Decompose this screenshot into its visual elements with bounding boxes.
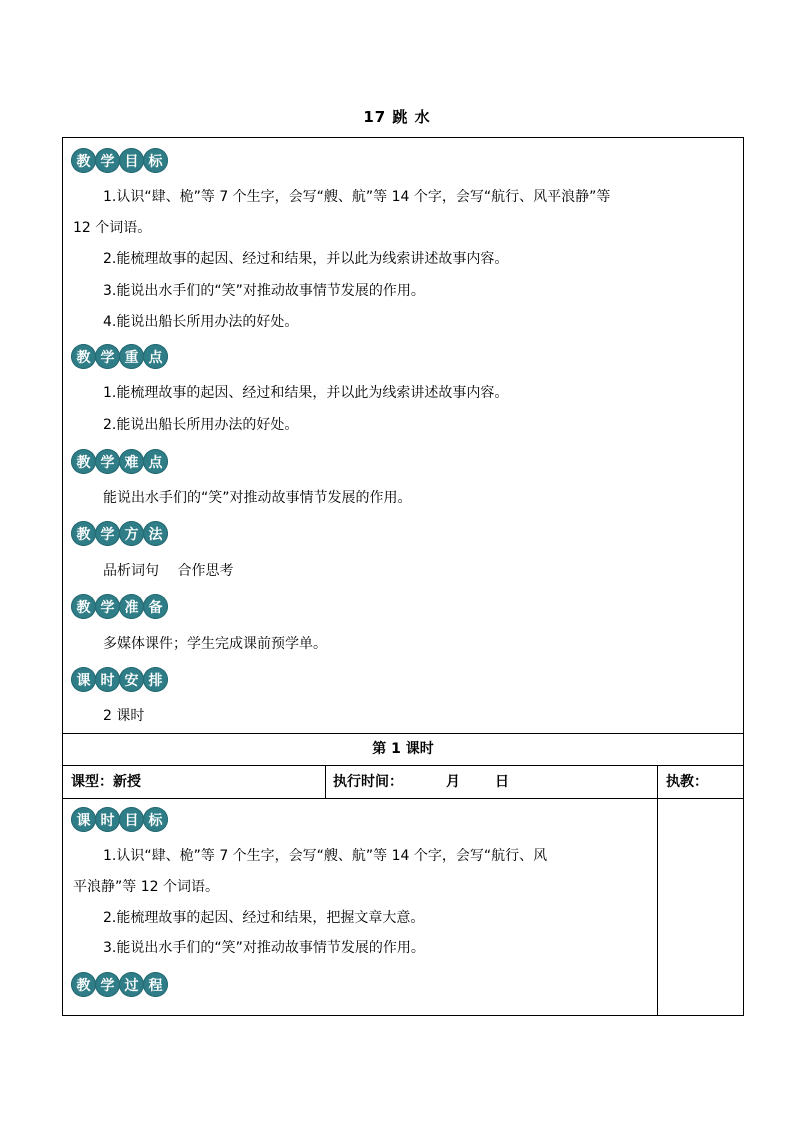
section-badge-process: [71, 972, 167, 997]
badge-char: 学: [95, 521, 120, 546]
text-line: 2.能梳理故事的起因、经过和结果，并以此为线索讲述故事内容。: [103, 251, 509, 267]
badge-char: 法: [143, 521, 168, 546]
lesson-header: 第 1 课时: [63, 734, 743, 766]
badge-char: 教: [71, 344, 96, 369]
badge-char: 学: [95, 344, 120, 369]
badge-char: 课: [71, 807, 96, 832]
text-line: 2.能梳理故事的起因、经过和结果，把握文章大意。: [103, 910, 425, 926]
badge-char: 点: [143, 344, 168, 369]
divider: [325, 766, 326, 798]
badge-char: 教: [71, 521, 96, 546]
text-line: 多媒体课件；学生完成课前预学单。: [103, 636, 327, 652]
badge-char: 时: [95, 667, 120, 692]
meta-row: [63, 766, 743, 799]
badge-char: 点: [143, 449, 168, 474]
text-line: 2 课时: [103, 708, 145, 724]
execution-time-label: 执行时间：: [333, 774, 403, 790]
lesson-type: 课型：新授: [71, 774, 141, 790]
divider: [657, 766, 658, 798]
section-badge-methods: [71, 521, 167, 546]
text-line: 3.能说出水手们的“笑”对推动故事情节发展的作用。: [103, 283, 425, 299]
text-line: 品析词句 合作思考: [103, 563, 234, 579]
badge-char: 难: [119, 449, 144, 474]
badge-char: 方: [119, 521, 144, 546]
badge-char: 备: [143, 594, 168, 619]
section-badge-schedule: [71, 667, 167, 692]
badge-char: 教: [71, 449, 96, 474]
lesson-content-cell: [63, 799, 743, 1015]
badge-char: 教: [71, 594, 96, 619]
badge-char: 目: [119, 148, 144, 173]
badge-char: 重: [119, 344, 144, 369]
badge-char: 标: [143, 148, 168, 173]
section-badge-key-points: [71, 344, 167, 369]
text-line: 1.能梳理故事的起因、经过和结果，并以此为线索讲述故事内容。: [103, 385, 509, 401]
text-line: 4.能说出船长所用办法的好处。: [103, 314, 299, 330]
day-label: 日: [495, 774, 509, 790]
badge-char: 学: [95, 972, 120, 997]
divider: [657, 799, 658, 1015]
badge-char: 时: [95, 807, 120, 832]
section-badge-preparation: [71, 594, 167, 619]
badge-char: 学: [95, 594, 120, 619]
text-line: 平浪静”等 12 个词语。: [73, 879, 219, 895]
page-title: 17 跳 水: [363, 108, 431, 126]
badge-char: 目: [119, 807, 144, 832]
text-line: 3.能说出水手们的“笑”对推动故事情节发展的作用。: [103, 940, 425, 956]
badge-char: 过: [119, 972, 144, 997]
teacher-label: 执教：: [666, 774, 708, 790]
badge-char: 安: [119, 667, 144, 692]
text-line: 2.能说出船长所用办法的好处。: [103, 417, 299, 433]
badge-char: 标: [143, 807, 168, 832]
section-badge-lesson-goals: [71, 807, 167, 832]
lesson-plan-table: [62, 137, 744, 1016]
badge-char: 学: [95, 148, 120, 173]
text-line: 1.认识“肆、桅”等 7 个生字，会写“艘、航”等 14 个字，会写“航行、风: [103, 848, 548, 864]
badge-char: 课: [71, 667, 96, 692]
badge-char: 教: [71, 148, 96, 173]
section-badge-difficulties: [71, 449, 167, 474]
text-line: 1.认识“肆、桅”等 7 个生字，会写“艘、航”等 14 个字，会写“航行、风平浪静”等: [103, 189, 611, 205]
badge-char: 程: [143, 972, 168, 997]
badge-char: 学: [95, 449, 120, 474]
badge-char: 教: [71, 972, 96, 997]
text-line: 12 个词语。: [73, 220, 152, 236]
badge-char: 排: [143, 667, 168, 692]
overview-cell: [63, 138, 743, 734]
badge-char: 准: [119, 594, 144, 619]
month-label: 月: [446, 774, 460, 790]
section-badge-goals: [71, 148, 167, 173]
text-line: 能说出水手们的“笑”对推动故事情节发展的作用。: [103, 490, 412, 506]
